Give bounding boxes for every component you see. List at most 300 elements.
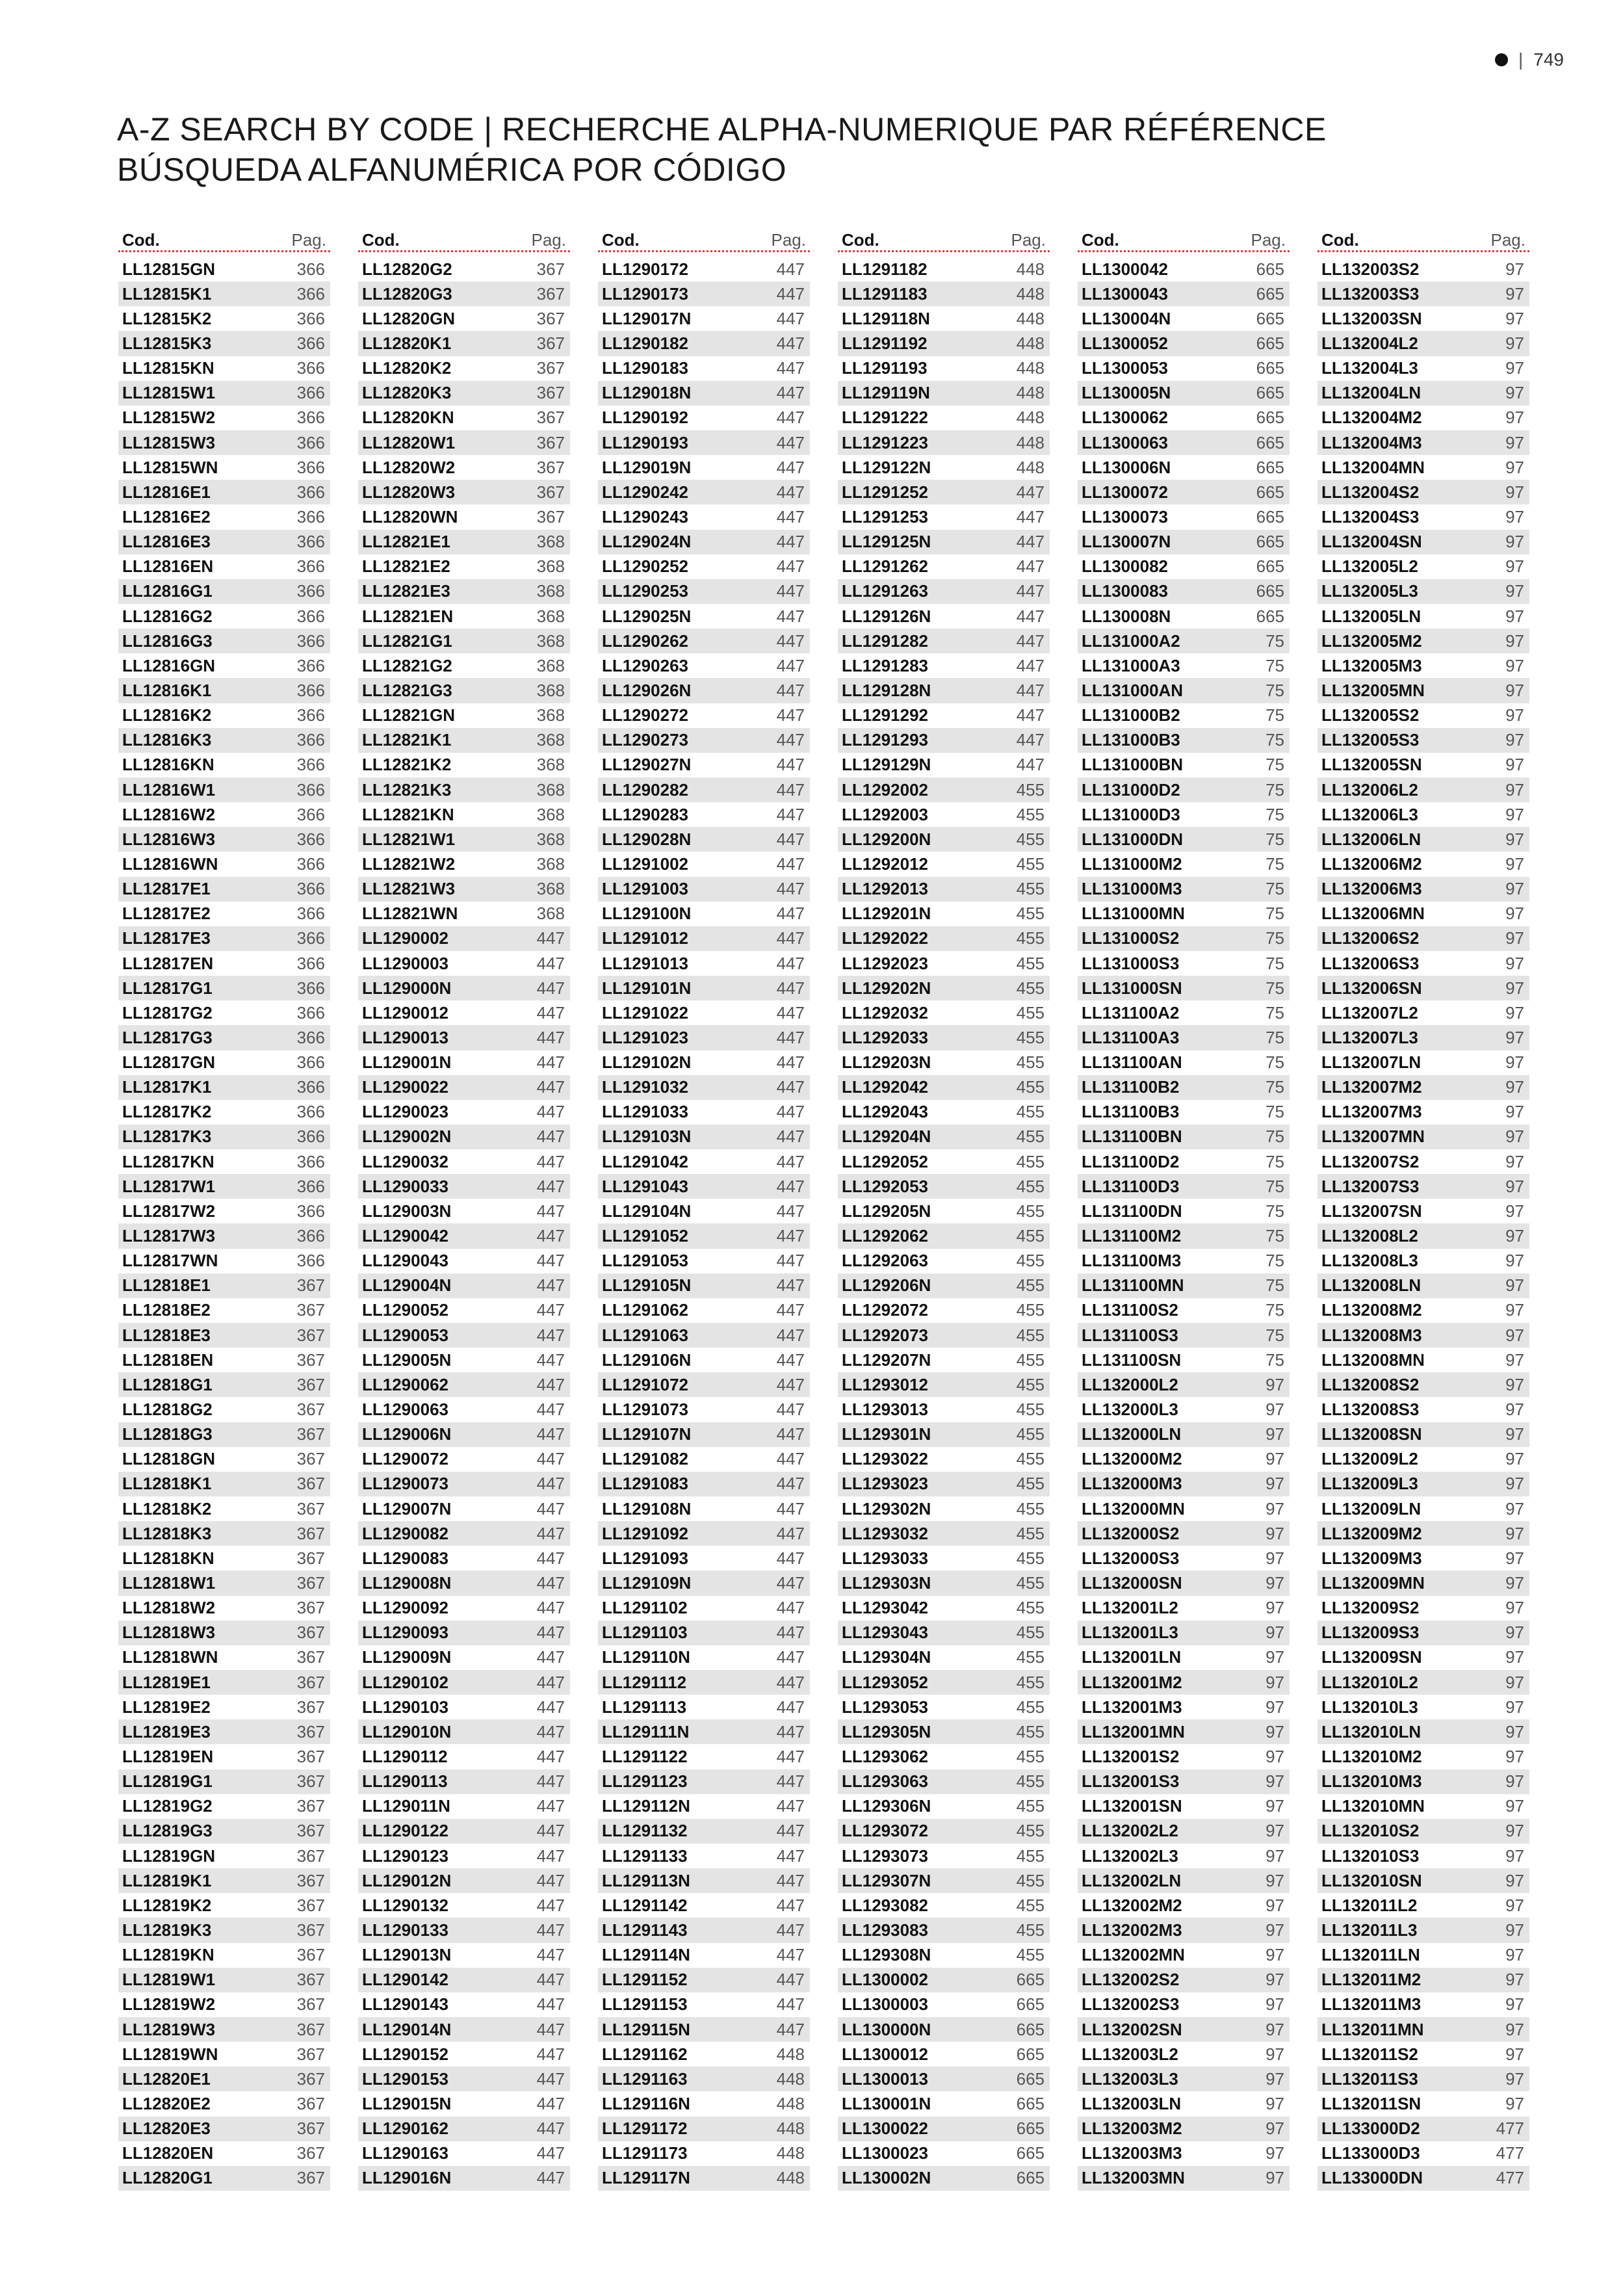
product-code: LL132003L3 (1082, 2068, 1178, 2089)
product-code: LL131000M3 (1082, 879, 1182, 899)
product-code: LL132005S2 (1321, 705, 1420, 725)
product-code: LL1291112 (602, 1672, 687, 1692)
page-ref: 447 (536, 953, 565, 973)
page-ref: 455 (1016, 1573, 1045, 1593)
table-row (1318, 1844, 1529, 1868)
table-row (1318, 802, 1529, 827)
product-code: LL132003M3 (1082, 2143, 1182, 2163)
table-row (1318, 1149, 1529, 1174)
page-ref: 366 (296, 1251, 325, 1271)
page-ref: 97 (1505, 2044, 1524, 2064)
page-ref: 75 (1266, 829, 1284, 849)
page-ref: 447 (776, 1498, 805, 1519)
table-row (838, 1025, 1050, 1050)
page-ref: 97 (1505, 1920, 1524, 1940)
page-ref: 455 (1016, 1102, 1045, 1122)
product-code: LL129308N (842, 1945, 931, 1965)
page-ref: 477 (1496, 2119, 1524, 2139)
table-row (1078, 1372, 1290, 1397)
product-code: LL132008MN (1321, 1350, 1425, 1370)
page-ref: 366 (296, 1002, 325, 1023)
product-code: LL1291113 (602, 1697, 687, 1717)
page-ref: 665 (1016, 1970, 1045, 1990)
page-ref: 367 (296, 1449, 325, 1469)
page-ref: 97 (1266, 1970, 1284, 1990)
index-column (358, 226, 570, 2191)
product-code: LL1293062 (842, 1747, 928, 1766)
table-row (1078, 1546, 1290, 1571)
table-row (118, 1819, 330, 1844)
product-code: LL12820W1 (362, 432, 456, 452)
table-row (598, 2091, 810, 2116)
product-code: LL1293042 (842, 1598, 928, 1618)
page-ref: 97 (1266, 1721, 1284, 1742)
page-ref: 75 (1266, 1102, 1284, 1122)
table-row (358, 951, 570, 976)
table-row (1318, 381, 1529, 406)
table-row (598, 1249, 810, 1273)
table-row (838, 1174, 1050, 1199)
page-ref: 97 (1505, 1970, 1524, 1990)
product-code: LL1293082 (842, 1895, 928, 1915)
product-code: LL1290012 (362, 1002, 448, 1023)
table-row (598, 1348, 810, 1372)
page-ref: 447 (536, 1548, 565, 1568)
page-ref: 448 (1016, 457, 1045, 477)
page-ref: 447 (776, 1796, 805, 1816)
table-row (838, 257, 1050, 281)
page-ref: 447 (536, 1374, 565, 1394)
product-code: LL1300042 (1082, 259, 1168, 279)
product-code: LL1293053 (842, 1697, 928, 1717)
table-row (1078, 406, 1290, 430)
page-ref: 97 (1505, 1251, 1524, 1271)
table-row (598, 2166, 810, 2191)
product-code: LL12816K1 (122, 680, 212, 700)
product-code: LL12818W3 (122, 1623, 216, 1643)
table-row (358, 1422, 570, 1447)
table-row (838, 1348, 1050, 1372)
table-row (1318, 1223, 1529, 1248)
page-ref: 97 (1505, 1077, 1524, 1097)
table-row (598, 2141, 810, 2166)
product-code: LL1300012 (842, 2044, 928, 2064)
table-row (1318, 530, 1529, 554)
table-row (118, 381, 330, 406)
product-code: LL1290192 (602, 408, 688, 428)
page-ref: 447 (776, 1077, 805, 1097)
page-ref: 447 (1016, 655, 1045, 675)
table-row (1318, 728, 1529, 753)
table-row (1078, 926, 1290, 951)
page-ref: 447 (776, 904, 805, 924)
table-row (118, 1496, 330, 1521)
page-ref: 75 (1266, 1176, 1284, 1196)
table-row (838, 678, 1050, 703)
table-row (1318, 1992, 1529, 2017)
page-ref: 447 (776, 1102, 805, 1122)
product-code: LL132004S2 (1321, 482, 1420, 502)
table-row (838, 331, 1050, 356)
table-row (358, 2042, 570, 2067)
page-ref: 97 (1505, 730, 1524, 750)
page-header (1495, 49, 1564, 70)
page-ref: 447 (776, 283, 805, 304)
product-code: LL12817G1 (122, 978, 213, 998)
product-code: LL1292073 (842, 1325, 928, 1345)
table-row (838, 1249, 1050, 1273)
page-ref: 455 (1016, 1945, 1045, 1965)
table-row (598, 257, 810, 281)
page-ref: 75 (1266, 1002, 1284, 1023)
product-code: LL129027N (602, 755, 692, 775)
table-row (118, 1249, 330, 1273)
page-ref: 447 (536, 1721, 565, 1742)
product-code: LL133000D3 (1321, 2143, 1420, 2163)
page-ref: 448 (1016, 408, 1045, 428)
table-row (358, 1596, 570, 1621)
product-code: LL132010L3 (1321, 1697, 1418, 1717)
table-row (358, 1372, 570, 1397)
table-row (118, 1372, 330, 1397)
product-code: LL1290062 (362, 1374, 448, 1394)
table-row (598, 1372, 810, 1397)
table-row (118, 1100, 330, 1125)
product-code: LL12819KN (122, 1945, 214, 1965)
table-row (1318, 1645, 1529, 1670)
product-code: LL12821W1 (362, 829, 456, 849)
table-row (598, 1075, 810, 1100)
page-ref: 75 (1266, 879, 1284, 899)
product-code: LL1293032 (842, 1523, 928, 1543)
page-ref: 447 (776, 1747, 805, 1766)
page-ref: 97 (1505, 1573, 1524, 1593)
table-row (838, 1521, 1050, 1546)
page-ref: 447 (776, 1002, 805, 1023)
page-ref: 447 (776, 1672, 805, 1692)
product-code: LL12819G1 (122, 1771, 213, 1792)
page-ref: 447 (1016, 680, 1045, 700)
table-row (118, 852, 330, 876)
product-code: LL132000SN (1082, 1573, 1182, 1593)
product-code: LL132003S2 (1321, 259, 1420, 279)
page-ref: 97 (1505, 705, 1524, 725)
page-ref: 366 (296, 506, 325, 527)
product-code: LL1290283 (602, 804, 688, 824)
table-row (1078, 331, 1290, 356)
header-separator: | (1518, 49, 1524, 70)
table-row (118, 1472, 330, 1496)
product-code: LL130001N (842, 2093, 931, 2113)
table-row (838, 1075, 1050, 1100)
table-row (1318, 1323, 1529, 1348)
table-row (598, 1968, 810, 1992)
table-row (358, 430, 570, 455)
table-row (1078, 1422, 1290, 1447)
table-row (1078, 653, 1290, 678)
product-code: LL132000LN (1082, 1424, 1182, 1444)
product-code: LL1290082 (362, 1523, 448, 1543)
table-row (838, 306, 1050, 331)
page-ref: 665 (1256, 606, 1284, 626)
product-code: LL130004N (1082, 308, 1171, 328)
page-ref: 455 (1016, 1226, 1045, 1246)
product-code: LL12821WN (362, 904, 458, 924)
table-row (358, 877, 570, 902)
page-ref: 367 (296, 1721, 325, 1742)
product-code: LL132008S2 (1321, 1374, 1420, 1394)
product-code: LL131100BN (1082, 1127, 1182, 1147)
table-row (838, 728, 1050, 753)
table-row (118, 1298, 330, 1323)
table-row (598, 1521, 810, 1546)
table-row (838, 430, 1050, 455)
product-code: LL129004N (362, 1275, 452, 1296)
table-row (838, 1323, 1050, 1348)
product-code: LL132006M3 (1321, 879, 1422, 899)
product-code: LL1293072 (842, 1821, 928, 1841)
product-code: LL1291172 (602, 2119, 688, 2139)
table-row (358, 1100, 570, 1125)
page-ref: 366 (296, 333, 325, 353)
table-row (358, 827, 570, 852)
page-ref: 447 (776, 259, 805, 279)
table-row (358, 1472, 570, 1496)
table-row (358, 554, 570, 579)
table-row (118, 1645, 330, 1670)
page-ref: 455 (1016, 1647, 1045, 1667)
product-code: LL12820G3 (362, 283, 452, 304)
page-ref: 97 (1505, 1747, 1524, 1766)
table-row (1318, 406, 1529, 430)
page-ref: 97 (1505, 1697, 1524, 1717)
page-ref: 367 (296, 1994, 325, 2015)
code-header: Cod. (362, 230, 400, 250)
product-code: LL131000M2 (1082, 854, 1182, 874)
product-code: LL12818G3 (122, 1424, 213, 1444)
page-ref: 448 (1016, 432, 1045, 452)
table-row (1318, 852, 1529, 876)
page-ref: 447 (536, 2019, 565, 2039)
table-row (1078, 1596, 1290, 1621)
product-code: LL1290033 (362, 1176, 448, 1196)
product-code: LL1300073 (1082, 506, 1168, 527)
table-row (1318, 306, 1529, 331)
table-row (838, 1472, 1050, 1496)
code-header: Cod. (602, 230, 640, 250)
table-row (118, 926, 330, 951)
page-ref: 75 (1266, 730, 1284, 750)
page-ref: 447 (536, 1523, 565, 1543)
page-ref: 367 (296, 1870, 325, 1890)
product-code: LL12816E3 (122, 532, 211, 552)
product-code: LL12821G1 (362, 631, 452, 651)
table-row (118, 802, 330, 827)
product-code: LL129109N (602, 1573, 692, 1593)
product-code: LL132011S2 (1321, 2044, 1418, 2064)
product-code: LL1290273 (602, 730, 688, 750)
page-ref: 665 (1256, 383, 1284, 403)
table-row (358, 1223, 570, 1248)
product-code: LL12817W3 (122, 1226, 216, 1246)
page-ref: 97 (1266, 1523, 1284, 1543)
page-ref: 447 (536, 1697, 565, 1717)
page-ref: 447 (776, 1449, 805, 1469)
page-ref: 367 (296, 1747, 325, 1766)
page-number: 749 (1533, 49, 1564, 70)
product-code: LL1293012 (842, 1374, 928, 1394)
table-row (118, 2017, 330, 2042)
table-row (1318, 1571, 1529, 1595)
product-code: LL132002L2 (1082, 1821, 1178, 1841)
product-code: LL133000DN (1321, 2168, 1423, 2188)
product-code: LL12818WN (122, 1647, 218, 1667)
page-ref: 447 (776, 383, 805, 403)
page-ref: 366 (296, 532, 325, 552)
page-ref: 455 (1016, 1548, 1045, 1568)
product-code: LL132009MN (1321, 1573, 1425, 1593)
product-code: LL132002LN (1082, 1870, 1182, 1890)
product-code: LL132002M3 (1082, 1920, 1182, 1940)
product-code: LL132007MN (1321, 1127, 1425, 1147)
table-row (1078, 1744, 1290, 1769)
product-code: LL133000D2 (1321, 2119, 1420, 2139)
page-ref: 368 (536, 755, 565, 775)
product-code: LL132006S3 (1321, 953, 1420, 973)
page-header-label: Pag. (291, 230, 326, 250)
index-columns (118, 226, 1529, 2191)
product-code: LL132009S2 (1321, 1598, 1420, 1618)
page-ref: 447 (776, 1920, 805, 1940)
table-row (1078, 976, 1290, 1000)
table-row (118, 2091, 330, 2116)
table-row (598, 1670, 810, 1695)
page-ref: 97 (1505, 854, 1524, 874)
page-ref: 97 (1505, 1002, 1524, 1023)
product-code: LL12816E2 (122, 506, 211, 527)
table-row (838, 827, 1050, 852)
page-ref: 97 (1266, 1672, 1284, 1692)
product-code: LL1290053 (362, 1325, 448, 1345)
product-code: LL132009L3 (1321, 1474, 1418, 1494)
page-ref: 97 (1266, 1870, 1284, 1890)
page-ref: 97 (1266, 1449, 1284, 1469)
table-row (358, 381, 570, 406)
table-row (598, 1496, 810, 1521)
table-row (1318, 1000, 1529, 1025)
page-ref: 97 (1505, 2019, 1524, 2039)
product-code: LL129024N (602, 532, 692, 552)
product-code: LL131000B2 (1082, 705, 1180, 725)
table-row (598, 1050, 810, 1075)
page-ref: 97 (1266, 1821, 1284, 1841)
table-row (1078, 852, 1290, 876)
page-ref: 447 (536, 1970, 565, 1990)
page-ref: 97 (1505, 1846, 1524, 1866)
product-code: LL1290123 (362, 1846, 448, 1866)
page-ref: 477 (1496, 2168, 1524, 2188)
table-row (358, 2091, 570, 2116)
product-code: LL132000M2 (1082, 1449, 1182, 1469)
page-ref: 368 (536, 705, 565, 725)
page-ref: 97 (1266, 1846, 1284, 1866)
table-row (1318, 1744, 1529, 1769)
table-row (598, 753, 810, 777)
page-ref: 97 (1266, 2068, 1284, 2089)
page-ref: 447 (776, 1771, 805, 1792)
column-header (598, 226, 810, 252)
product-code: LL1293073 (842, 1846, 928, 1866)
table-row (118, 1149, 330, 1174)
page-ref: 447 (536, 1151, 565, 1171)
product-code: LL1290143 (362, 1994, 448, 2015)
page-ref: 97 (1266, 1647, 1284, 1667)
product-code: LL132004M3 (1321, 432, 1422, 452)
page-ref: 97 (1505, 358, 1524, 378)
product-code: LL132009SN (1321, 1647, 1422, 1667)
table-row (1318, 480, 1529, 504)
page-ref: 455 (1016, 1400, 1045, 1420)
table-row (1078, 1397, 1290, 1422)
product-code: LL1291033 (602, 1102, 688, 1122)
table-row (358, 2141, 570, 2166)
table-row (1318, 1472, 1529, 1496)
table-row (598, 430, 810, 455)
page-ref: 75 (1266, 904, 1284, 924)
product-code: LL12817W2 (122, 1201, 216, 1221)
page-ref: 97 (1505, 1275, 1524, 1296)
page-ref: 455 (1016, 829, 1045, 849)
page-ref: 447 (776, 755, 805, 775)
page-ref: 367 (296, 1400, 325, 1420)
table-row (1078, 2017, 1290, 2042)
page-ref: 97 (1505, 1672, 1524, 1692)
page-ref: 665 (1016, 2119, 1045, 2139)
page-ref: 97 (1505, 680, 1524, 700)
product-code: LL132002L3 (1082, 1846, 1178, 1866)
product-code: LL132006MN (1321, 904, 1425, 924)
product-code: LL12816W1 (122, 779, 216, 800)
table-row (838, 753, 1050, 777)
page-ref: 97 (1505, 308, 1524, 328)
table-row (1318, 1918, 1529, 1942)
page-ref: 97 (1505, 2093, 1524, 2113)
page-ref: 75 (1266, 705, 1284, 725)
table-row (1078, 777, 1290, 802)
product-code: LL132008M2 (1321, 1300, 1422, 1320)
product-code: LL12819G3 (122, 1821, 213, 1841)
product-code: LL132001M2 (1082, 1672, 1182, 1692)
product-code: LL12818EN (122, 1350, 214, 1370)
product-code: LL132010S3 (1321, 1846, 1420, 1866)
page-ref: 455 (1016, 1672, 1045, 1692)
table-row (1078, 1868, 1290, 1893)
page-ref: 455 (1016, 1697, 1045, 1717)
product-code: LL132001SN (1082, 1796, 1182, 1816)
product-code: LL130006N (1082, 457, 1171, 477)
page-ref: 366 (296, 755, 325, 775)
page-ref: 75 (1266, 779, 1284, 800)
table-row (358, 777, 570, 802)
page-ref: 366 (296, 655, 325, 675)
product-code: LL12817E2 (122, 904, 211, 924)
product-code: LL12819K1 (122, 1870, 212, 1890)
product-code: LL1290263 (602, 655, 688, 675)
column-header (118, 226, 330, 252)
table-row (598, 1645, 810, 1670)
product-code: LL132003MN (1082, 2168, 1185, 2188)
product-code: LL1291133 (602, 1846, 688, 1866)
